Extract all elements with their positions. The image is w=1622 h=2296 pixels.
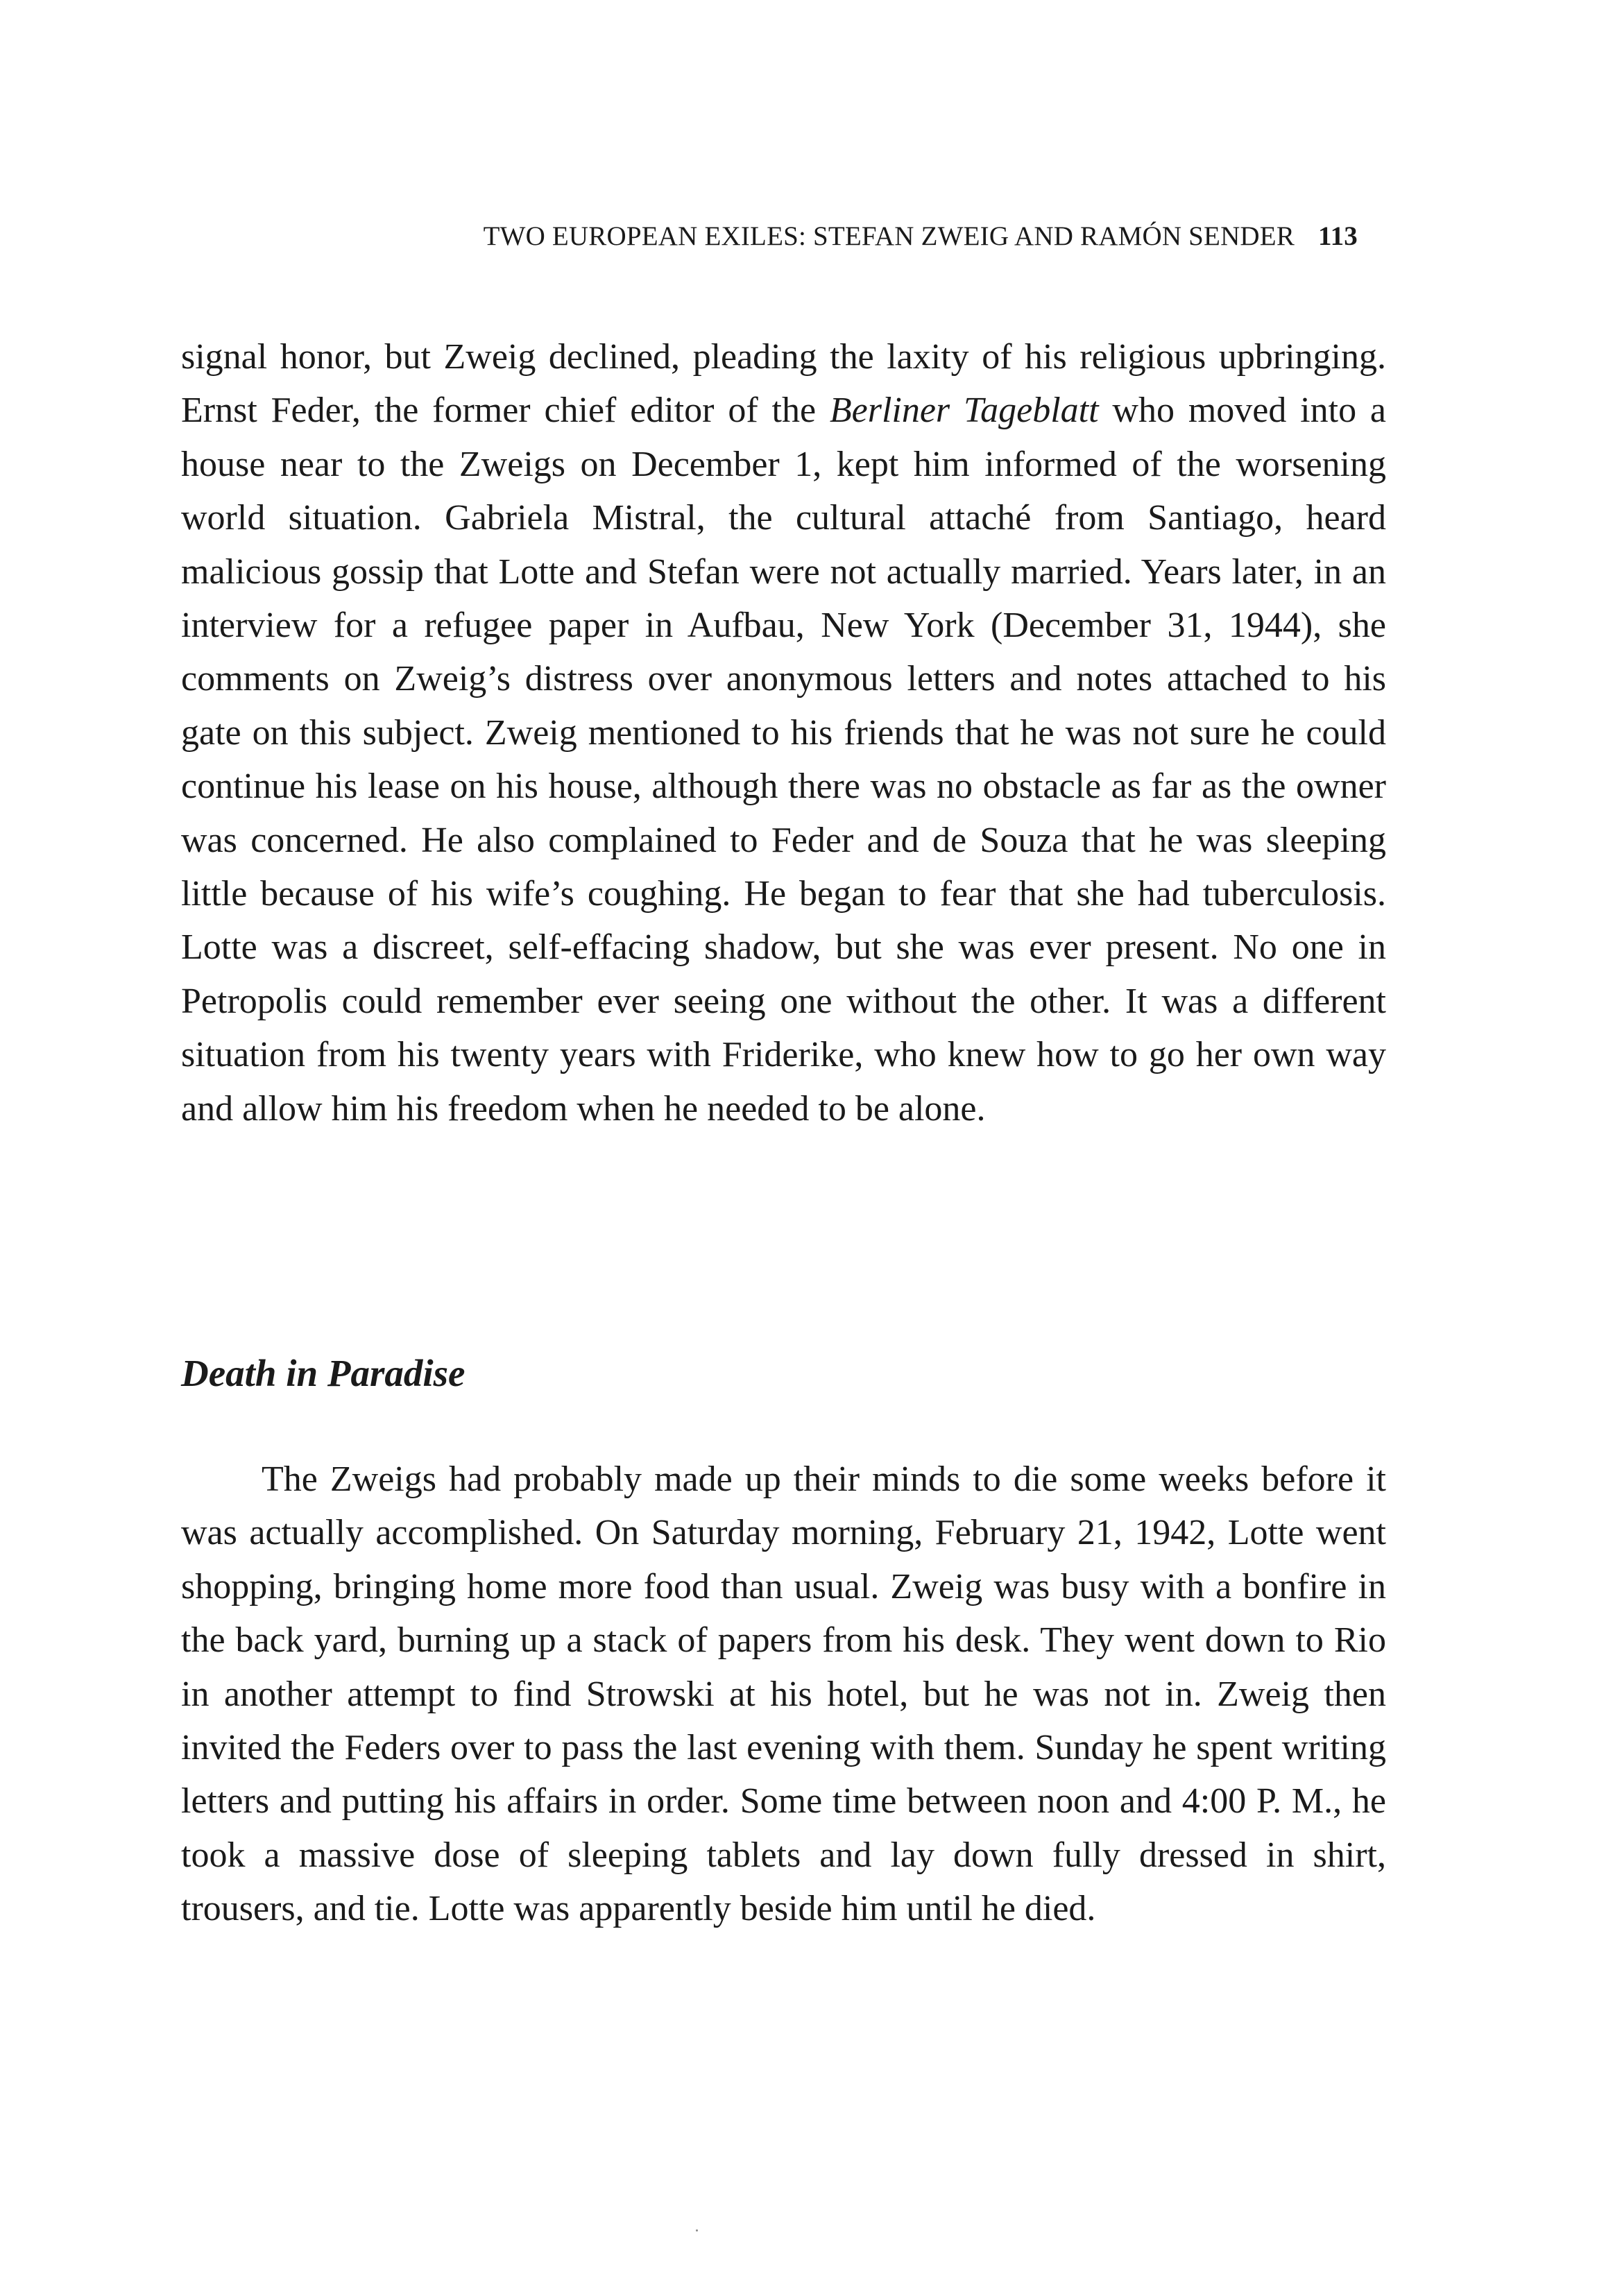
body-paragraph: The Zweigs had probably made up their minds to die some weeks before it was actually accomplished. On Saturday morning, February 21, 1942, Lotte went shopping, bringing home more food than usual. Zweig was busy with a bonfire in the back yard, burning up a stack of papers from his desk. They went down to Rio in another attempt to find Strowski at his hotel, but he was not in. Zweig then invited the Feders over to pass the last evening with them. Sunday he spent writing letters and putting his affairs in order. Some time between noon and 4:00 P. M., he took a massive dose of sleeping tablets and lay down fully dressed in shirt, trousers, and tie. Lotte was apparently beside him until he died. [181,1459,1386,1929]
page-number: 113 [1318,221,1358,251]
running-title: TWO EUROPEAN EXILES: STEFAN ZWEIG AND RAMÓN SENDER [483,221,1295,251]
running-head [382,221,1358,252]
scan-speck [696,2229,698,2231]
body-paragraph [181,330,1386,1136]
newspaper-title: Berliner Tageblatt [829,391,1099,431]
section-heading: Death in Paradise [181,1352,466,1394]
paragraph-text: signal honor, but Zweig declined, pleading the laxity of his religious upbringing. Ernst Feder, the former chief editor of the [181,337,1386,431]
paragraph-text: who moved into a house near to the Zweigs on December 1, kept him informed of the worsening world situation. Gabriela Mistral, the cultural attaché from Santiago, heard malicious gossip that Lotte and Stefan were not actually married. Years later, in an interview for a refugee paper in Aufbau, New York (December 31, 1944), she comments on Zweig’s distress over anonymous letters and notes attached to his gate on this subject. Zweig mentioned to his friends that he was not sure he could continue his lease on his house, although there was no obstacle as far as the owner was concerned. He also complained to Feder and de Souza that he was sleeping little because of his wife’s coughing. He began to fear that she had tuberculosis. Lotte was a discreet, self-effacing shadow, but she was ever present. No one in Petropolis could remember ever seeing one without the other. It was a different situation from his twenty years with Friderike, who knew how to go her own way and allow him his freedom when he needed to be alone. [181,391,1386,1129]
